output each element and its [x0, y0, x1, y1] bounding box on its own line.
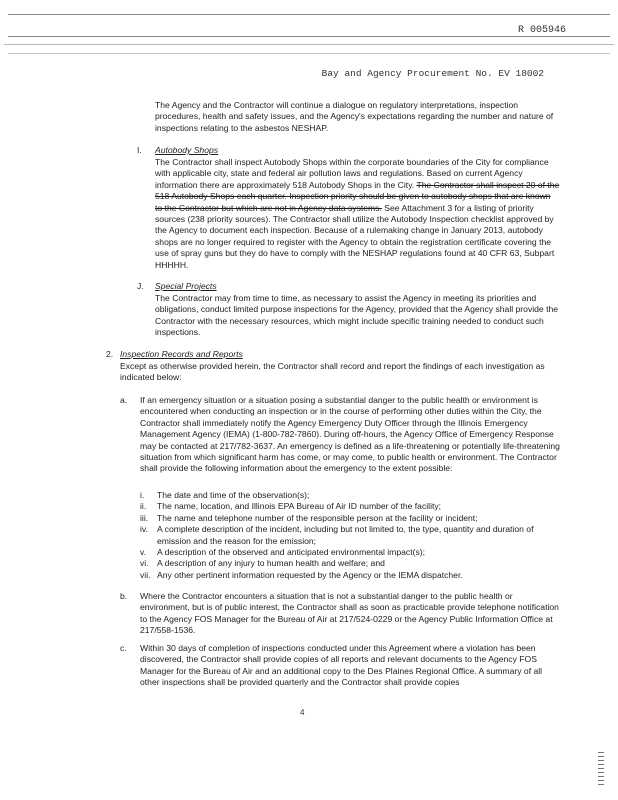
section-j-body: The Contractor may from time to time, as necessary to assist the Agency in meeting its priorities and obligations, conduct limited purpose inspections for the Agency, provided that the Agency shall provide the Contractor with the necessary resources, which might include specific training needed to conduct such inspections. — [155, 293, 559, 338]
list-item: vi. A description of any injury to human health and welfare; and — [140, 558, 385, 569]
bates-number: R 005946 — [517, 25, 566, 36]
section-2-heading: Inspection Records and Reports — [120, 349, 243, 359]
scan-margin-marks — [598, 752, 604, 788]
emergency-info-list — [140, 490, 560, 581]
section-i-text-after: See Attachment 3 for a listing of priority sources (238 priority sources). The Contractor shall utilize the Autobody Inspection checklist approved by the Agency to document each inspection. Because of a rulemaking change in January 2013, autobody shops are no longer required to register with the Agency to obtain the registration certificate covering the use of spray guns but they do have to comply with the NESHAP regulations found at 40 CFR 63, Subpart HHHHH. — [155, 202, 555, 270]
item-c-body: Within 30 days of completion of inspections conducted under this Agreement where a violation has been discovered, the Contractor shall provide copies of all reports and relevant documents to the Agency FOS Manager for the Bureau of Air and an additional copy to the Des Plaines Regional Office. A summary of all other inspections shall be provided quarterly and the Contractor shall provide copies — [140, 643, 543, 688]
section-i-struck-text: The Contractor shall inspect 20 of the 518 Autobody Shops each quarter. Inspection priority should be given to autobody shops that are known to the Contractor but which are not in Agency data systems. — [155, 179, 560, 213]
section-j-heading: Special Projects — [155, 281, 217, 291]
item-b-body: Where the Contractor encounters a situation that is not a substantial danger to the public health or environment, but is of public interest, the Contractor shall as soon as practicable provide telephone notification to the Agency FOS Manager for the Bureau of Air at 217/524-0229 or the Agency Public Information Office at 217/558-1536. — [140, 591, 559, 636]
page-number: 4 — [300, 708, 305, 717]
scan-artifact-line — [8, 36, 610, 37]
section-i-heading: Autobody Shops — [155, 145, 219, 155]
item-a-label: a. — [120, 395, 128, 405]
list-item: i. The date and time of the observation(s); — [140, 490, 310, 500]
list-item: ii. The name, location, and Illinois EPA Bureau of Air ID number of the facility; — [140, 501, 442, 512]
list-item: iv. A complete description of the incident, including but not limited to, the type, quantity and duration of emission and the reason for the emission; — [140, 524, 534, 546]
section-2-intro: Except as otherwise provided herein, the Contractor shall record and report the findings of each investigation as indicated below: — [120, 361, 545, 383]
item-a-body: If an emergency situation or a situation posing a substantial danger to the public health or environment is encountered when conducting an inspection or in the course of performing other duties within the City, the Contractor shall immediately notify the Agency Emergency Duty Officer through the Illinois Emergency Management Agency (IEMA) (1-800-782-7860). During off-hours, the Agency Office of Emergency Response may be contacted at 217/782-3637. An emergency is defined as a life-threatening or potentially life-threatening situation from which significant harm has come, or may come, to public health or environment. The Contractor shall provide the following information about the emergency to the extent possible: — [140, 395, 560, 474]
item-c-label: c. — [120, 643, 127, 653]
scan-artifact-line — [8, 53, 610, 54]
section-2-label: 2. — [106, 349, 114, 359]
section-j-label: J. — [137, 281, 144, 291]
section-i-body — [155, 157, 560, 271]
list-item: v. A description of the observed and anticipated environmental impact(s); — [140, 547, 425, 558]
document-header-reference: Bay and Agency Procurement No. EV 18002 — [321, 68, 544, 79]
item-b-label: b. — [120, 591, 128, 601]
list-item: iii. The name and telephone number of the responsible person at the facility or incident; — [140, 512, 478, 523]
section-i-text-before: The Contractor shall inspect Autobody Shops within the corporate boundaries of the City for compliance with applicable city, state and federal air pollution laws and regulations. Based on current Agency information there are approximately 518 Autobody Shops in the City. — [155, 157, 549, 190]
list-item: vii. Any other pertinent information requested by the Agency or the IEMA dispatcher. — [140, 569, 463, 580]
scan-artifact-line — [4, 44, 614, 45]
section-i-label: I. — [137, 145, 142, 155]
intro-paragraph: The Agency and the Contractor will continue a dialogue on regulatory interpretations, inspection procedures, health and safety issues, and the Agency's expectations regarding the number and nature of inspections relating to the asbestos NESHAP. — [155, 100, 554, 133]
scan-artifact-line — [8, 14, 610, 15]
